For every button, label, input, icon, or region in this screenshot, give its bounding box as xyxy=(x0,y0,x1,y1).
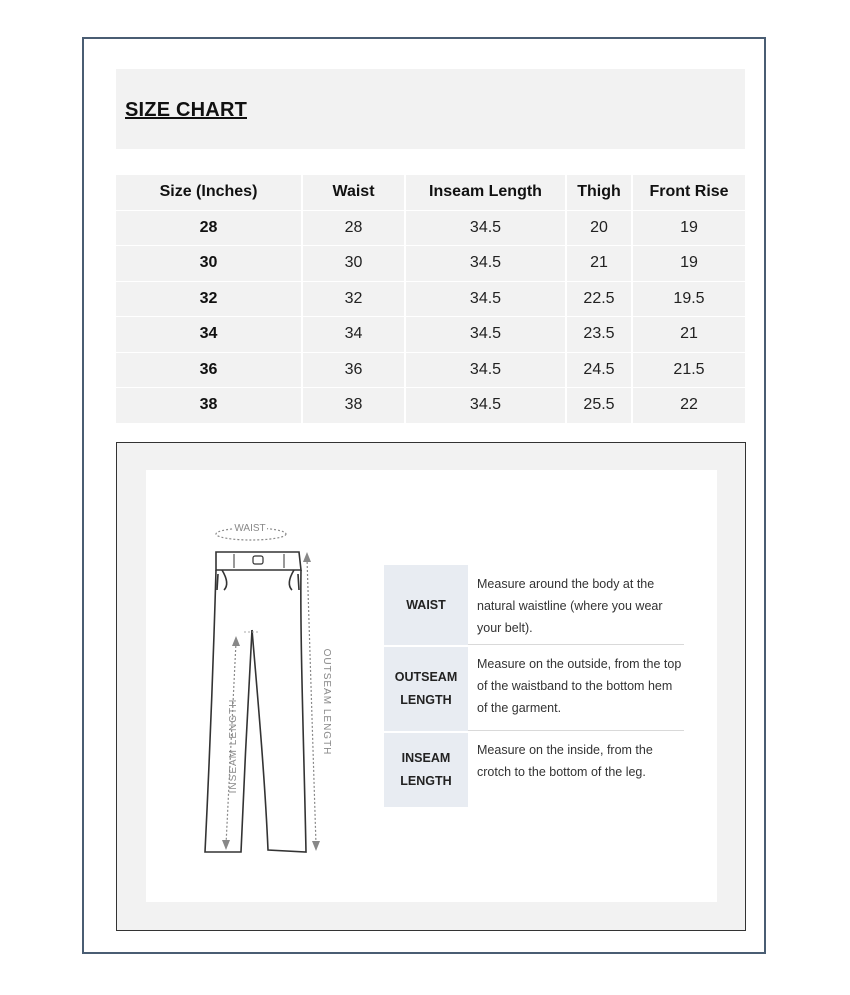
size-table xyxy=(116,175,745,424)
waist-label: WAIST xyxy=(234,523,266,534)
header-size: Size (Inches) xyxy=(116,175,303,211)
cell-inseam: 34.5 xyxy=(406,388,567,424)
header-inseam-length: Inseam Length xyxy=(406,175,567,211)
table-row xyxy=(116,388,745,424)
cell-size: 28 xyxy=(116,211,303,247)
definition-waist xyxy=(384,565,684,645)
table-row xyxy=(116,353,745,389)
measurement-diagram xyxy=(146,470,717,902)
cell-inseam: 34.5 xyxy=(406,246,567,282)
table-row xyxy=(116,317,745,353)
measurement-definitions xyxy=(384,565,684,807)
table-row xyxy=(116,246,745,282)
definition-term xyxy=(384,731,468,807)
definition-term-line: LENGTH xyxy=(400,693,452,707)
cell-inseam: 34.5 xyxy=(406,353,567,389)
cell-front-rise: 19.5 xyxy=(633,282,745,318)
definition-term xyxy=(384,565,468,645)
header-front-rise: Front Rise xyxy=(633,175,745,211)
cell-waist: 38 xyxy=(303,388,406,424)
cell-thigh: 25.5 xyxy=(567,388,633,424)
definition-term-line: INSEAM xyxy=(401,751,451,765)
definition-term-line: WAIST xyxy=(406,597,446,612)
definition-text: Measure around the body at the natural waistline (where you wear your belt). xyxy=(468,565,684,645)
cell-thigh: 21 xyxy=(567,246,633,282)
cell-waist: 28 xyxy=(303,211,406,247)
cell-thigh: 20 xyxy=(567,211,633,247)
definition-term-line: LENGTH xyxy=(400,774,452,788)
definition-inseam xyxy=(384,731,684,807)
cell-front-rise: 19 xyxy=(633,246,745,282)
cell-waist: 36 xyxy=(303,353,406,389)
pants-illustration xyxy=(186,490,346,870)
cell-front-rise: 21.5 xyxy=(633,353,745,389)
header-waist: Waist xyxy=(303,175,406,211)
cell-size: 38 xyxy=(116,388,303,424)
cell-thigh: 23.5 xyxy=(567,317,633,353)
definition-outseam xyxy=(384,645,684,731)
cell-size: 36 xyxy=(116,353,303,389)
cell-thigh: 22.5 xyxy=(567,282,633,318)
inseam-label: INSEAM LENGTH xyxy=(228,698,239,794)
cell-inseam: 34.5 xyxy=(406,211,567,247)
definition-term xyxy=(384,645,468,731)
cell-waist: 34 xyxy=(303,317,406,353)
page-title: SIZE CHART xyxy=(125,99,247,121)
cell-front-rise: 19 xyxy=(633,211,745,247)
header-thigh: Thigh xyxy=(567,175,633,211)
definition-text: Measure on the outside, from the top of the waistband to the bottom hem of the garment. xyxy=(468,645,684,731)
cell-size: 30 xyxy=(116,246,303,282)
cell-size: 32 xyxy=(116,282,303,318)
cell-front-rise: 22 xyxy=(633,388,745,424)
button-icon xyxy=(253,556,263,564)
pants-outline xyxy=(205,552,306,852)
cell-thigh: 24.5 xyxy=(567,353,633,389)
table-row xyxy=(116,282,745,318)
measurement-diagram-box xyxy=(116,442,746,931)
definition-text: Measure on the inside, from the crotch to the bottom of the leg. xyxy=(477,743,653,779)
definition-term-line: OUTSEAM xyxy=(394,670,458,684)
cell-waist: 30 xyxy=(303,246,406,282)
cell-inseam: 34.5 xyxy=(406,317,567,353)
cell-waist: 32 xyxy=(303,282,406,318)
cell-front-rise: 21 xyxy=(633,317,745,353)
title-band xyxy=(116,69,745,149)
table-header-row xyxy=(116,175,745,211)
cell-inseam: 34.5 xyxy=(406,282,567,318)
table-row xyxy=(116,211,745,247)
cell-size: 34 xyxy=(116,317,303,353)
outseam-label: OUTSEAM LENGTH xyxy=(321,648,332,756)
